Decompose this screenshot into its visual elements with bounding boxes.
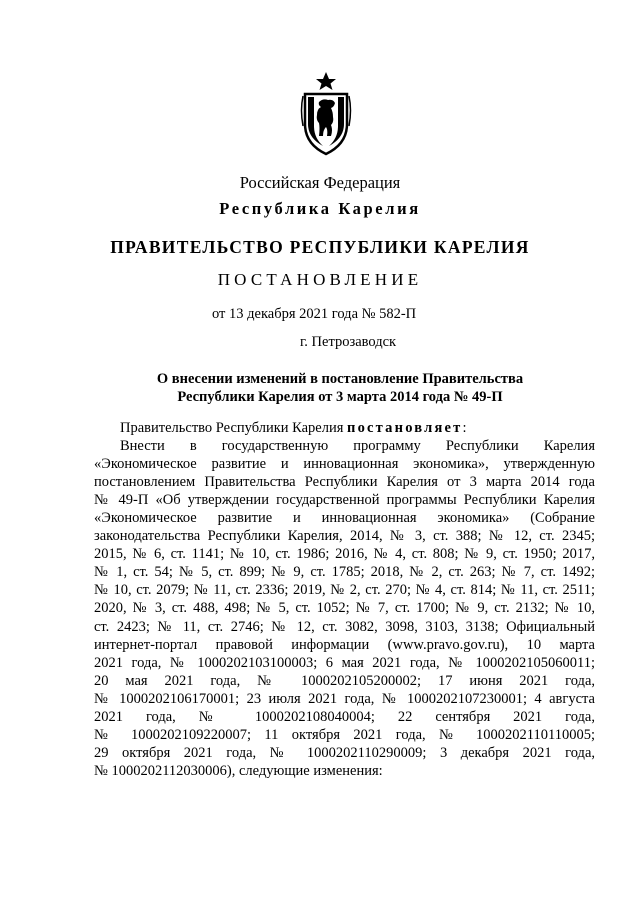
main-paragraph <box>94 437 595 780</box>
coat-of-arms-of-karelia-icon <box>297 70 355 156</box>
body-line: № 10, ст. 2079; № 11, ст. 2336; 2019, № 2, ст. 270; № 4, ст. 814; № 11, ст. 2511; <box>94 582 595 599</box>
body-line: 2021 года, № 1000202108040004; 22 сентября 2021 года, <box>94 708 595 725</box>
body-line: № 1000202109220007; 11 октября 2021 года, № 1000202110110005; <box>94 726 595 743</box>
document-date-number: от 13 декабря 2021 года № 582-П <box>212 306 417 322</box>
intro-paragraph <box>94 419 595 437</box>
document-city: г. Петрозаводск <box>300 334 397 350</box>
body-line: ст. 2423; № 11, ст. 2746; № 12, ст. 3082, 3098, 3103, 3138; Официальный <box>94 618 595 635</box>
body-line: 2015, № 6, ст. 1141; № 10, ст. 1986; 2016, № 4, ст. 808; № 9, ст. 1950; 2017, <box>94 546 595 563</box>
body-line: Внести в государственную программу Республики Карелия <box>120 438 595 455</box>
intro-suffix: : <box>462 420 467 436</box>
subject-line: О внесении изменений в постановление Правительства <box>156 371 524 387</box>
body-line: 2021 года, № 1000202103100003; 6 мая 2021 года, № 1000202105060011; <box>94 654 595 671</box>
document-subject <box>140 370 540 406</box>
body-line: № 49-П «Об утверждении государственной программы Республики Карелия <box>94 492 595 509</box>
body-line: № 1000202106170001; 23 июля 2021 года, № 1000202107230001; 4 августа <box>94 690 595 707</box>
subject-line: Республики Карелия от 3 марта 2014 года № 49-П <box>177 389 503 405</box>
intro-prefix: Правительство Республики Карелия <box>120 420 348 436</box>
body-line: «Экономическое развитие и инновационная экономика» (Собрание <box>94 510 595 527</box>
intro-decree-word: постановляет <box>347 420 463 436</box>
republic-title: Республика Карелия <box>219 199 421 218</box>
government-title: ПРАВИТЕЛЬСТВО РЕСПУБЛИКИ КАРЕЛИЯ <box>110 237 530 257</box>
body-line: интернет-портал правовой информации (www.pravo.gov.ru), 10 марта <box>94 636 595 653</box>
body-line: № 1000202112030006), следующие изменения: <box>94 762 383 779</box>
body-line: 20 мая 2021 года, № 1000202105200002; 17 июня 2021 года, <box>94 672 595 689</box>
federation-title: Российская Федерация <box>239 173 401 192</box>
body-line: 2020, № 3, ст. 488, 498; № 5, ст. 1052; № 7, ст. 1700; № 9, ст. 2132; № 10, <box>94 600 595 617</box>
body-line: № 1, ст. 54; № 5, ст. 899; № 9, ст. 1785; 2018, № 2, ст. 263; № 7, ст. 1492; <box>94 564 595 581</box>
body-line: «Экономическое развитие и инновационная экономика», утвержденную <box>94 456 595 473</box>
body-line: законодательства Республики Карелия, 2014, № 3, ст. 388; № 12, ст. 2345; <box>94 528 595 545</box>
document-type: ПОСТАНОВЛЕНИЕ <box>217 270 423 289</box>
body-line: 29 октября 2021 года, № 1000202110290009; 3 декабря 2021 года, <box>94 744 595 761</box>
body-line: постановлением Правительства Республики Карелия от 3 марта 2014 года <box>94 474 595 491</box>
document-body <box>94 419 595 780</box>
